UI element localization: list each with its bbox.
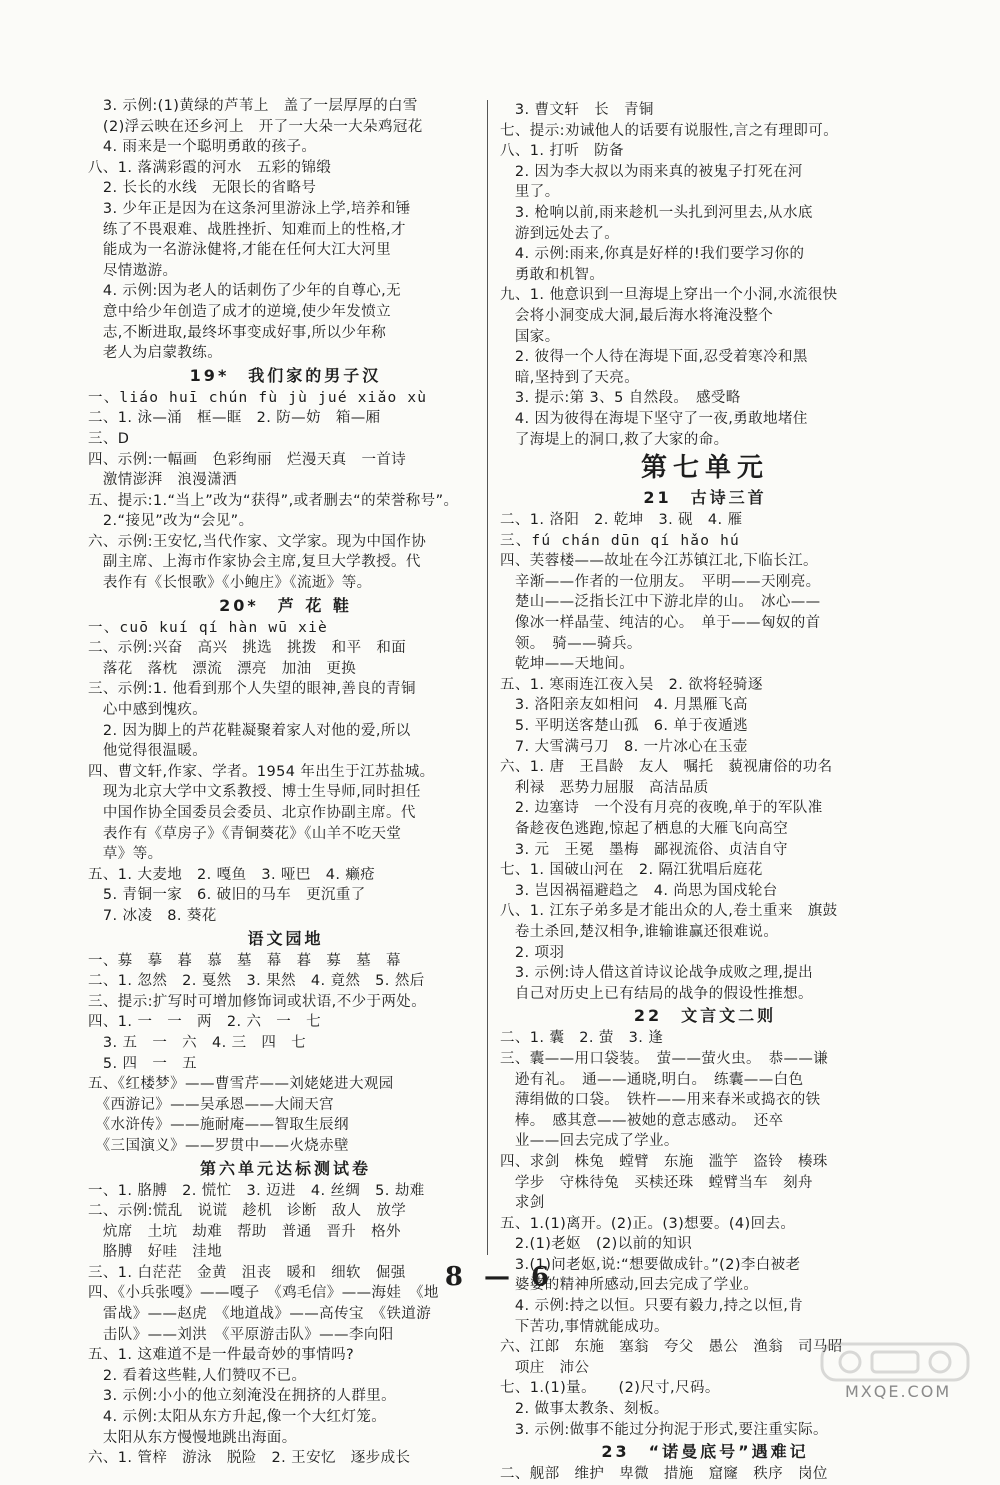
answer-line: 三、囊——用口袋装。 萤——萤火虫。 恭——谦 bbox=[500, 1050, 829, 1067]
answer-line: 击队》——刘洪 《平原游击队》——李向阳 bbox=[88, 1326, 394, 1343]
answer-line: 六、1. 管梓 游泳 脱险 2. 王安忆 逐步成长 bbox=[88, 1450, 411, 1467]
answer-line: 四、示例:一幅画 色彩绚丽 烂漫天真 一首诗 bbox=[88, 451, 407, 468]
page-number: 8 — 6 bbox=[444, 1262, 556, 1292]
answer-line: 卷土杀回,楚汉相争,谁输谁赢还很难说。 bbox=[500, 923, 779, 940]
pinyin-line: 一、liáo huī chún fù jù jué xiǎo xù bbox=[88, 389, 428, 406]
answer-line: 五、《红楼梦》——曹雪芹——刘姥姥进大观园 bbox=[88, 1076, 394, 1093]
answer-line: 3. 曹文轩 长 青铜 bbox=[500, 102, 654, 118]
answer-line: 3.(1)问老妪,说:“想要做成针。”(2)李白被老 bbox=[500, 1256, 801, 1273]
section-heading: 语文园地 bbox=[247, 928, 324, 948]
answer-line: 五、1. 这难道不是一件最奇妙的事情吗? bbox=[88, 1347, 355, 1364]
answer-line: 七、提示:劝诫他人的话要有说服性,言之有理即可。 bbox=[500, 122, 839, 139]
answer-line: 勇敢和机智。 bbox=[500, 266, 605, 283]
answer-line: 备趁夜色逃跑,惊起了栖息的大雁飞向高空 bbox=[500, 821, 789, 837]
column-divider bbox=[487, 100, 488, 1255]
answer-line: 学步 守株待兔 买椟还珠 螳臂当车 刻舟 bbox=[500, 1174, 813, 1191]
answer-line: 八、1. 落满彩霞的河水 五彩的锦缎 bbox=[88, 159, 332, 176]
answer-line: 会将小洞变成大洞,最后海水将淹没整个 bbox=[500, 307, 774, 324]
answer-line: 辛渐——作者的一位朋友。 平明——天刚亮。 bbox=[500, 573, 821, 590]
answer-line: 《西游记》——吴承恩——大闹天宫 bbox=[88, 1096, 335, 1113]
answer-line: 2.“接见”改为“会见”。 bbox=[88, 513, 254, 530]
answer-line: 4. 示例:因为老人的话刺伤了少年的自尊心,无 bbox=[88, 283, 402, 300]
answer-line: 2. 长长的水线 无限长的省略号 bbox=[88, 180, 317, 197]
answer-line: 激情澎湃 浪漫潇洒 bbox=[88, 472, 237, 489]
answer-line: 2. 彼得一个人待在海堤下面,忍受着寒冷和黑 bbox=[500, 349, 808, 366]
answer-line: 2. 因为脚上的芦花鞋凝聚着家人对他的爱,所以 bbox=[88, 722, 411, 739]
answer-line: 像冰一样晶莹、纯洁的心。 单于——匈奴的首 bbox=[500, 615, 821, 632]
answer-line: 3. 枪响以前,雨来趁机一头扎到河里去,从水底 bbox=[500, 204, 813, 221]
answer-line: 六、1. 唐 王昌龄 友人 嘱托 藐视庸俗的功名 bbox=[500, 759, 833, 776]
answer-line: 2. 因为李大叔以为雨来真的被鬼子打死在河 bbox=[500, 163, 803, 180]
answer-line: 领。 骑——骑兵。 bbox=[500, 635, 642, 652]
answer-line: 四、曹文轩,作家、学者。1954 年出生于江苏盐城。 bbox=[88, 763, 435, 780]
answer-line: 五、1. 大麦地 2. 嘎鱼 3. 哑巴 4. 癞疮 bbox=[88, 866, 376, 883]
answer-line: 楚山——泛指长江中下游北岸的山。 冰心—— bbox=[500, 594, 821, 611]
answer-line: 薄绢做的口袋。 铁杵——用来春米或捣衣的铁 bbox=[500, 1092, 821, 1109]
section-heading: 20* 芦 花 鞋 bbox=[219, 595, 352, 615]
answer-line: 二、1. 忽然 2. 戛然 3. 果然 4. 竟然 5. 然后 bbox=[88, 973, 425, 990]
answer-line: 5. 平明送客楚山孤 6. 单于夜遁逃 bbox=[500, 718, 748, 735]
answer-line: 二、示例:慌乱 说谎 趁机 诊断 敌人 放学 bbox=[88, 1203, 407, 1220]
section-heading: 第六单元达标测试卷 bbox=[199, 1158, 371, 1178]
answer-line: 业——回去完成了学业。 bbox=[500, 1133, 679, 1150]
answer-line: 7. 冰凌 8. 葵花 bbox=[88, 907, 217, 924]
answer-line: 3. 示例:小小的他立刻淹没在拥挤的人群里。 bbox=[88, 1388, 397, 1405]
answer-line: 现为北京大学中文系教授、博士生导师,同时担任 bbox=[88, 784, 421, 801]
answer-line: 表作有《草房子》《青铜葵花》《山羊不吃天堂 bbox=[88, 825, 402, 842]
section-heading: 19* 我们家的男子汉 bbox=[189, 365, 382, 385]
answer-line: 四、求剑 株兔 螳臂 东施 滥竽 盗铃 楱珠 bbox=[500, 1153, 828, 1170]
answer-line: 二、示例:兴奋 高兴 挑选 挑拨 和平 和面 bbox=[88, 640, 407, 657]
watermark-url: MXQE.COM bbox=[845, 1382, 952, 1401]
answer-line: 2. 做事太教条、刻板。 bbox=[500, 1401, 669, 1418]
answer-line: 乾坤——天地间。 bbox=[500, 656, 635, 673]
answer-line: 能成为一名游泳健将,才能在任何大江大河里 bbox=[88, 242, 392, 259]
answer-line: 5. 四 一 五 bbox=[88, 1055, 198, 1072]
answer-line: 《水浒传》——施耐庵——智取生辰纲 bbox=[88, 1117, 349, 1134]
answer-line: 四、芙蓉楼——故址在今江苏镇江北,下临长江。 bbox=[500, 553, 818, 570]
answer-line: 六、江郎 东施 塞翁 夸父 愚公 渔翁 司马昭 bbox=[500, 1339, 843, 1356]
answer-line: 5. 青铜一家 6. 破旧的马车 更沉重了 bbox=[88, 887, 366, 904]
answer-line: 九、1. 他意识到一旦海堤上穿出一个小洞,水流很快 bbox=[500, 287, 838, 304]
answer-line: 练了不畏艰难、战胜挫折、知难而上的性格,才 bbox=[88, 221, 406, 238]
answer-line: 落花 落枕 漂流 漂亮 加油 更换 bbox=[88, 660, 357, 677]
pinyin-line: 三、fú chán dūn qí hǎo hú bbox=[500, 532, 740, 549]
answer-line: 利禄 恶势力屈服 高洁品质 bbox=[500, 779, 709, 796]
section-heading: 23 “诺曼底号”遇难记 bbox=[601, 1442, 809, 1462]
answer-line: 三、D bbox=[88, 430, 130, 447]
answer-line: 4. 示例:太阳从东方升起,像一个大红灯笼。 bbox=[88, 1409, 387, 1426]
answer-line: 三、示例:1. 他看到那个人失望的眼神,善良的青铜 bbox=[88, 681, 416, 698]
answer-line: 八、1. 打听 防备 bbox=[500, 143, 624, 160]
answer-line: (2)浮云映在还乡河上 开了一大朵一大朵鸡冠花 bbox=[88, 118, 423, 135]
answer-line: 游到远处去了。 bbox=[500, 225, 620, 242]
answer-line: 婆婆的精神所感动,回去完成了学业。 bbox=[500, 1277, 759, 1294]
answer-line: 3. 示例:诗人借这首诗议论战争成败之理,提出 bbox=[500, 965, 814, 982]
answer-line: 3. 元 王冕 墨梅 鄙视流俗、贞洁自守 bbox=[500, 841, 788, 858]
answer-line: 副主席、上海市作家协会主席,复旦大学教授。代 bbox=[88, 554, 421, 571]
answer-line: 4. 示例:雨来,你真是好样的!我们要学习你的 bbox=[500, 246, 805, 263]
answer-line: 一、1. 胳膊 2. 慌忙 3. 迈进 4. 丝绸 5. 劫难 bbox=[88, 1182, 425, 1199]
answer-line: 自己对历史上已有结局的战争的假设性推想。 bbox=[500, 985, 813, 1002]
answer-line: 他觉得很温暖。 bbox=[88, 743, 208, 760]
answer-line: 棒。 感其意——被她的意志感动。 还卒 bbox=[500, 1112, 784, 1129]
answer-line: 表作有《长恨歌》《小鲍庄》《流逝》等。 bbox=[88, 575, 372, 592]
answer-line: 老人为启蒙教练。 bbox=[88, 345, 223, 362]
answer-line: 了海堤上的洞口,救了大家的命。 bbox=[500, 431, 729, 448]
answer-line: 4. 雨来是一个聪明勇敢的孩子。 bbox=[88, 139, 317, 156]
answer-line: 《三国演义》——罗贯中——火烧赤壁 bbox=[88, 1137, 349, 1154]
answer-line: 3. 少年正是因为在这条河里游泳上学,培养和锤 bbox=[88, 200, 411, 217]
answer-line: 胳膊 好哇 洼地 bbox=[88, 1244, 223, 1261]
answer-line: 2. 看着这些鞋,人们赞叹不已。 bbox=[88, 1367, 307, 1384]
watermark-logo-icon bbox=[820, 1340, 970, 1384]
answer-line: 七、1.(1)量。 (2)尺寸,尺码。 bbox=[500, 1380, 720, 1397]
answer-line: 五、提示:1.“当上”改为“获得”,或者删去“的荣誉称号”。 bbox=[88, 492, 459, 509]
answer-line: 二、1. 洛阳 2. 乾坤 3. 砚 4. 雁 bbox=[500, 512, 743, 529]
answer-line: 志,不断进取,最终坏事变成好事,所以少年称 bbox=[88, 324, 387, 341]
answer-line: 八、1. 江东子弟多是才能出众的人,卷土重来 旗鼓 bbox=[500, 903, 838, 920]
answer-line: 3. 示例:(1)黄绿的芦苇上 盖了一层厚厚的白雪 bbox=[88, 98, 418, 114]
answer-line: 3. 岂因祸福避趋之 4. 尚思为国戍轮台 bbox=[500, 882, 778, 899]
answer-line: 太阳从东方慢慢地跳出海面。 bbox=[88, 1429, 297, 1446]
answer-line: 四、1. 一 一 两 2. 六 一 七 bbox=[88, 1014, 321, 1031]
answer-line: 四、《小兵张嘎》——嘎子 《鸡毛信》——海娃 《地 bbox=[88, 1285, 439, 1302]
pinyin-line: 一、cuō kuí qí hàn wū xiè bbox=[88, 619, 328, 636]
answer-line: 雷战》——赵虎 《地道战》——高传宝 《铁道游 bbox=[88, 1306, 432, 1323]
answer-line: 3. 洛阳亲友如相问 4. 月黑雁飞高 bbox=[500, 697, 748, 714]
answer-line: 一、募 摹 暮 慕 墓 幕 暮 募 墓 幕 bbox=[88, 952, 401, 969]
answer-line: 炕席 土坑 劫难 帮助 普通 晋升 格外 bbox=[88, 1223, 401, 1240]
answer-line: 暗,坚持到了天亮。 bbox=[500, 369, 640, 386]
answer-line: 求剑 bbox=[500, 1195, 545, 1212]
answer-line: 3. 提示:第 3、5 自然段。 感受略 bbox=[500, 390, 741, 407]
answer-line: 7. 大雪满弓刀 8. 一片冰心在玉壶 bbox=[500, 738, 748, 755]
answer-line: 国家。 bbox=[500, 328, 560, 345]
answer-line: 项庄 沛公 bbox=[500, 1359, 590, 1376]
answer-line: 草》等。 bbox=[88, 846, 163, 863]
answer-line: 里了。 bbox=[500, 184, 560, 201]
answer-line: 二、舰部 维护 卑微 措施 窟窿 秩序 岗位 bbox=[500, 1466, 828, 1483]
answer-line: 2.(1)老妪 (2)以前的知识 bbox=[500, 1236, 693, 1253]
answer-line: 五、1. 寒雨连江夜入吴 2. 欲将轻骑逐 bbox=[500, 676, 763, 693]
answer-line: 2. 项羽 bbox=[500, 944, 565, 961]
answer-line: 尽情遨游。 bbox=[88, 262, 178, 279]
answer-line: 心中感到愧疚。 bbox=[88, 702, 208, 719]
answer-line: 4. 示例:持之以恒。只要有毅力,持之以恒,肯 bbox=[500, 1298, 804, 1315]
answer-line: 下苦功,事情就能成功。 bbox=[500, 1318, 669, 1335]
answer-line: 逊有礼。 通——通晓,明白。 练囊——白色 bbox=[500, 1071, 804, 1088]
answer-line: 2. 边塞诗 一个没有月亮的夜晚,单于的军队准 bbox=[500, 800, 823, 817]
answer-line: 五、1.(1)离开。(2)正。(3)想要。(4)回去。 bbox=[500, 1215, 796, 1232]
answer-line: 3. 示例:做事不能过分拘泥于形式,要注重实际。 bbox=[500, 1421, 828, 1438]
answer-line: 二、1. 泳—涌 框—眶 2. 防—妨 箱—厢 bbox=[88, 410, 381, 427]
answer-line: 二、1. 囊 2. 萤 3. 逢 bbox=[500, 1030, 664, 1047]
answer-line: 中国作协全国委员会委员、北京作协副主席。代 bbox=[88, 805, 416, 821]
answer-line: 三、1. 白茫茫 金黄 沮丧 暖和 细软 倔强 bbox=[88, 1264, 406, 1281]
answer-line: 三、提示:扩写时可增加修饰词或状语,不少于两处。 bbox=[88, 993, 427, 1010]
answer-line: 七、1. 国破山河在 2. 隔江犹唱后庭花 bbox=[500, 862, 763, 879]
answer-line: 六、示例:王安忆,当代作家、文学家。现为中国作协 bbox=[88, 533, 427, 550]
section-heading: 21 古诗三首 bbox=[643, 488, 767, 508]
unit-heading: 第七单元 bbox=[640, 453, 769, 484]
answer-line: 意中给少年创造了成才的逆境,使少年发愤立 bbox=[88, 303, 392, 320]
answer-line: 3. 五 一 六 4. 三 四 七 bbox=[88, 1034, 307, 1051]
section-heading: 22 文言文二则 bbox=[633, 1006, 777, 1026]
answer-line: 4. 因为彼得在海堤下坚守了一夜,勇敢地堵住 bbox=[500, 410, 808, 427]
